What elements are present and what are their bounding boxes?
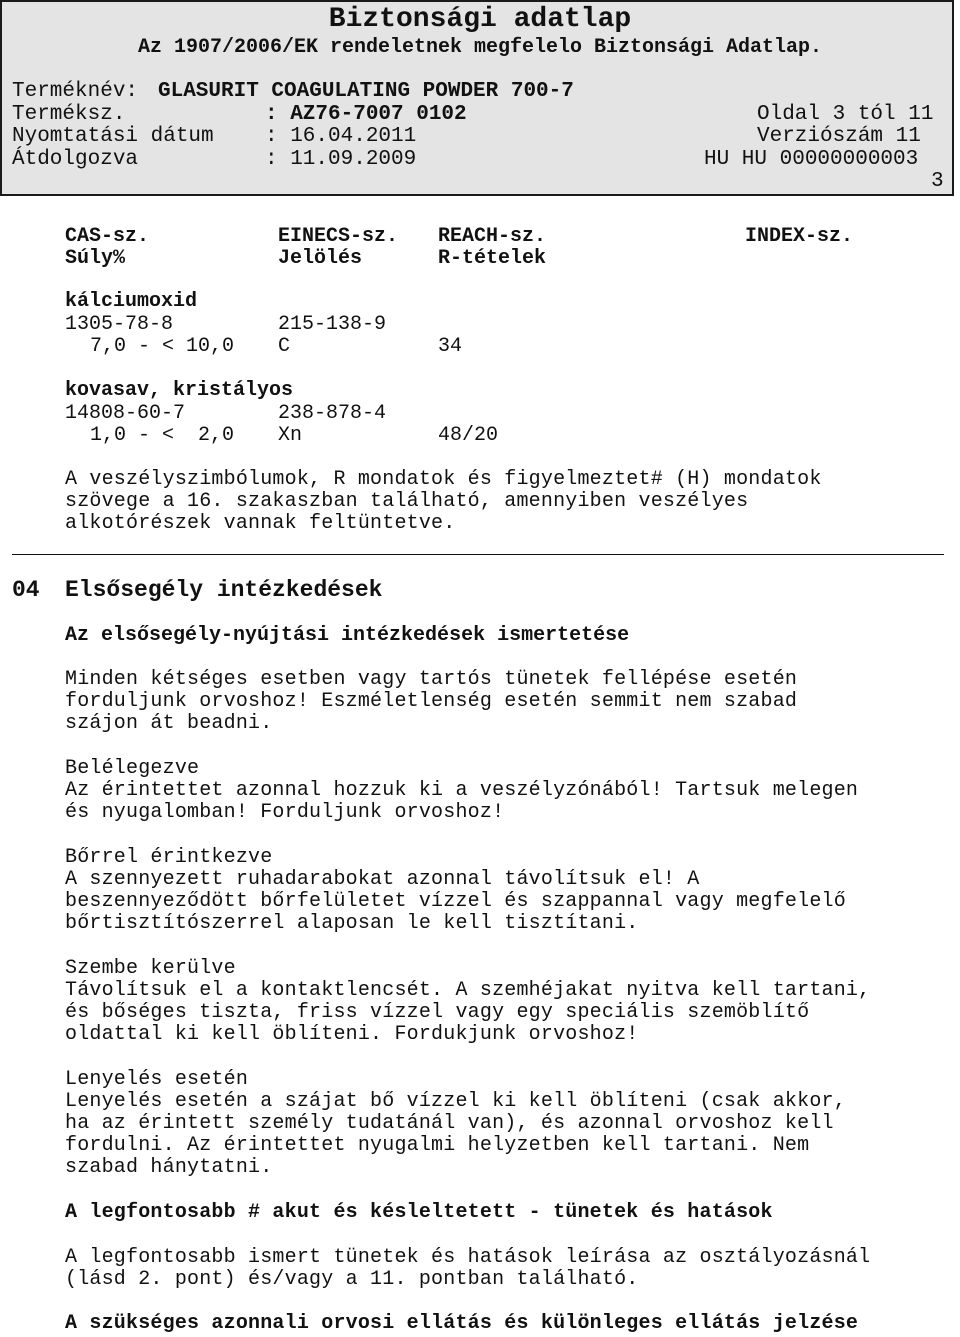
paragraph-line: oldattal ki kell öblíteni. Fordukjunk orvoshoz! <box>65 1023 639 1046</box>
section-subtitle: Az elsősegély-nyújtási intézkedések ismertetése <box>65 624 630 647</box>
paragraph-line: (lásd 2. pont) és/vagy a 11. pontban található. <box>65 1268 639 1291</box>
substance-name: kovasav, kristályos <box>65 379 294 402</box>
paragraph-line: szabad hánytatni. <box>65 1156 273 1179</box>
substance-cas: 14808-60-7 <box>65 402 186 425</box>
skin-contact-heading: Bőrrel érintkezve <box>65 846 273 869</box>
paragraph-line: forduljunk orvoshoz! Eszméletlenség esetén semmit nem szabad <box>65 690 798 713</box>
section-title: Elsősegély intézkedések <box>65 577 383 603</box>
revised-label: Átdolgozva <box>12 148 139 171</box>
note-line: alkotórészek vannak feltüntetve. <box>65 512 456 535</box>
index-header: INDEX-sz. <box>745 225 854 248</box>
weight-header: Súly% <box>65 247 126 270</box>
substance-name: kálciumoxid <box>65 290 198 313</box>
paragraph-line: bőrtisztítószerrel alaposan le kell tisztítani. <box>65 912 639 935</box>
product-number: : AZ76-7007 0102 <box>265 103 467 126</box>
substance-r-phrase: 34 <box>438 335 463 358</box>
paragraph-line: Lenyelés esetén a szájat bő vízzel ki kell öblíteni (csak akkor, <box>65 1090 846 1113</box>
document-subtitle: Az 1907/2006/EK rendeletnek megfelelo Biztonsági Adatlap. <box>137 36 823 59</box>
document-title: Biztonsági adatlap <box>328 4 632 35</box>
paragraph-line: és nyugalomban! Forduljunk orvoshoz! <box>65 801 505 824</box>
substance-symbol: Xn <box>278 424 303 447</box>
eye-contact-heading: Szembe kerülve <box>65 957 236 980</box>
section-number: 04 <box>12 577 40 603</box>
product-number-label: Terméksz. <box>12 103 126 126</box>
paragraph-line: Az érintettet azonnal hozzuk ki a veszélyzónából! Tartsuk melegen <box>65 779 859 802</box>
paragraph-line: fordulni. Az érintettet nyugalmi helyzetben kell tartani. Nem <box>65 1134 810 1157</box>
page-info: Oldal 3 tól 11 <box>757 103 934 126</box>
version-info: Verziószám 11 <box>757 125 921 148</box>
substance-r-phrase: 48/20 <box>438 424 499 447</box>
substance-einecs: 215-138-9 <box>278 313 387 336</box>
medical-attention-title: A szükséges azonnali orvosi ellátás és különleges ellátás jelzése <box>65 1312 859 1335</box>
substance-einecs: 238-878-4 <box>278 402 387 425</box>
paragraph-line: ha az érintett személy tudatánál van), és azonnal orvoshoz kell <box>65 1112 834 1135</box>
revised-date: : 11.09.2009 <box>265 148 417 171</box>
ingestion-heading: Lenyelés esetén <box>65 1068 249 1091</box>
note-line: A veszélyszimbólumok, R mondatok és figyelmeztet# (H) mondatok <box>65 468 822 491</box>
paragraph-line: beszennyeződött bőrfelületet vízzel és szappannal vagy megfelelő <box>65 890 846 913</box>
label-header: Jelölés <box>278 247 363 270</box>
product-name-label: Terméknév: <box>12 80 139 103</box>
document-code-suffix: 3 <box>931 170 944 193</box>
substance-weight: 7,0 - < 10,0 <box>90 335 235 358</box>
paragraph-line: Minden kétséges esetben vagy tartós tünetek fellépése esetén <box>65 668 798 691</box>
print-date-label: Nyomtatási dátum <box>12 125 214 148</box>
paragraph-line: A szennyezett ruhadarabokat azonnal távolítsuk el! A <box>65 868 700 891</box>
paragraph-line: és bőséges tiszta, friss vízzel vagy egy speciális szemöblítő <box>65 1001 810 1024</box>
einecs-header: EINECS-sz. <box>278 225 399 248</box>
print-date: : 16.04.2011 <box>265 125 417 148</box>
reach-header: REACH-sz. <box>438 225 547 248</box>
note-line: szövege a 16. szakaszban található, amennyiben veszélyes <box>65 490 749 513</box>
inhalation-heading: Belélegezve <box>65 757 200 780</box>
product-name: GLASURIT COAGULATING POWDER 700-7 <box>158 80 574 103</box>
r-phrases-header: R-tételek <box>438 247 547 270</box>
paragraph-line: Távolítsuk el a kontaktlencsét. A szemhéjakat nyitva kell tartani, <box>65 979 871 1002</box>
substance-weight: 1,0 - < 2,0 <box>90 424 235 447</box>
substance-cas: 1305-78-8 <box>65 313 174 336</box>
paragraph-line: A legfontosabb ismert tünetek és hatások leírása az osztályozásnál <box>65 1246 871 1269</box>
substance-symbol: C <box>278 335 291 358</box>
paragraph-line: szájon át beadni. <box>65 712 273 735</box>
section-divider <box>12 554 944 555</box>
cas-header: CAS-sz. <box>65 225 150 248</box>
document-code: HU HU 00000000003 <box>704 148 919 171</box>
symptoms-title: A legfontosabb # akut és késleltetett - tünetek és hatások <box>65 1201 773 1224</box>
